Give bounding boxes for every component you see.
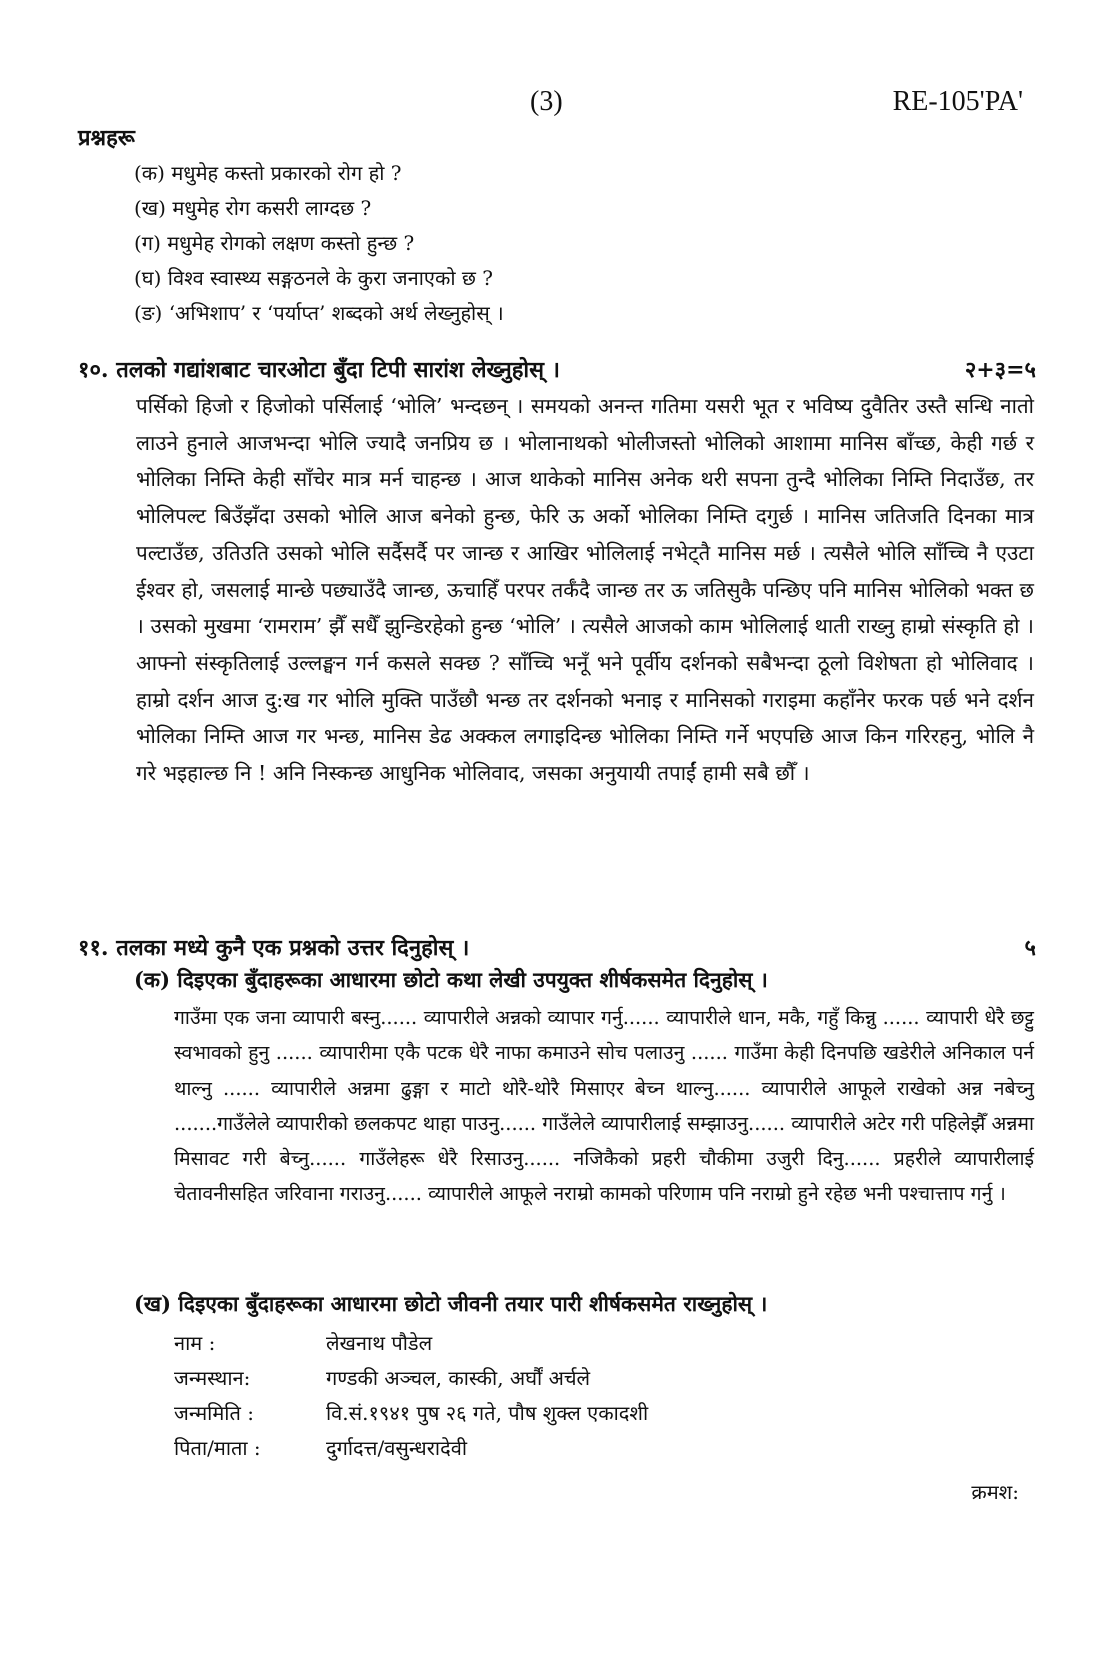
question-item: (ग) मधुमेह रोगको लक्षण कस्तो हुन्छ ? [134, 231, 415, 255]
bio-value: गण्डकी अञ्चल, कास्की, अर्घौं अर्चले [326, 1366, 591, 1390]
biography-details [174, 1326, 874, 1466]
bio-value: लेखनाथ पौडेल [326, 1331, 433, 1355]
continued-note: क्रमश: [971, 1480, 1019, 1504]
bio-row [174, 1431, 874, 1466]
bio-row [174, 1361, 874, 1396]
page-number: (3) [530, 86, 563, 117]
question-item: (ङ) ‘अभिशाप’ र ‘पर्याप्त’ शब्दको अर्थ लेख्नुहोस् । [134, 301, 504, 325]
section-11-title [78, 932, 1038, 962]
question-item: (घ) विश्व स्वास्थ्य सङ्गठनले के कुरा जनाएको छ ? [134, 266, 493, 290]
option-ka-points: गाउँमा एक जना व्यापारी बस्नु...... व्यापारीले अन्नको व्यापार गर्नु...... व्यापारीले धान, मकै, गहुँ किन्नु ...... व्यापारी धेरै छट्टु स्वभावको हुनु ...... व्यापारीमा एकै पटक धेरै नाफा कमाउने सोच पलाउनु ...... गाउँमा केही दिनपछि खडेरीले अनिकाल पर्न थाल्नु ...... व्यापारीले अन्नमा ढुङ्गा र माटो थोरै-थोरै मिसाएर बेच्न थाल्नु...... व्यापारीले आफूले राखेको अन्न नबेच्नु .......गाउँलेले व्यापारीको छलकपट थाहा पाउनु...... गाउँलेले व्यापारीलाई सम्झाउनु...... व्यापारीले अटेर गरी पहिलेझैँ अन्नमा मिसावट गरी बेच्नु...... गाउँलेहरू धेरै रिसाउनु...... नजिकैको प्रहरी चौकीमा उजुरी दिनु...... प्रहरीले व्यापारीलाई चेतावनीसहित जरिवाना गराउनु...... व्यापारीले आफूले नराम्रो कामको परिणाम पनि नराम्रो हुने रहेछ भनी पश्चात्ताप गर्नु । [174, 1006, 1034, 1206]
section-11-marks: ५ [1024, 935, 1036, 961]
option-ka-title: (क) दिइएका बुँदाहरूका आधारमा छोटो कथा लेखी उपयुक्त शीर्षकसमेत दिनुहोस् । [134, 967, 768, 992]
bio-label: पिता/माता : [174, 1436, 261, 1460]
questions-heading: प्रश्नहरू [78, 125, 135, 151]
question-item: (क) मधुमेह कस्तो प्रकारको रोग हो ? [134, 161, 402, 185]
bio-value: वि.सं.१९४१ पुष २६ गते, पौष शुक्ल एकादशी [326, 1401, 649, 1425]
section-10-title [78, 354, 1038, 384]
bio-row [174, 1326, 874, 1361]
bio-value: दुर्गादत्त/वसुन्धरादेवी [326, 1436, 467, 1460]
question-item: (ख) मधुमेह रोग कसरी लाग्दछ ? [134, 196, 372, 220]
option-kha-title: (ख) दिइएका बुँदाहरूका आधारमा छोटो जीवनी तयार पारी शीर्षकसमेत राख्नुहोस् । [134, 1291, 768, 1316]
bio-label: जन्ममिति : [174, 1401, 254, 1425]
bio-row [174, 1396, 874, 1431]
section-10-marks: २+३=५ [964, 357, 1036, 383]
exam-code: RE-105'PA' [892, 86, 1023, 117]
section-10-passage: पर्सिको हिजो र हिजोको पर्सिलाई ‘भोलि’ भन्दछन् । समयको अनन्त गतिमा यसरी भूत र भविष्य दुवैतिर उस्तै सन्धि नातो लाउने हुनाले आजभन्दा भोलि ज्यादै जनप्रिय छ । भोलानाथको भोलीजस्तो भोलिको आशामा मानिस बाँच्छ, केही गर्छ र भोलिका निम्ति केही साँचेर मात्र मर्न चाहन्छ । आज थाकेको मानिस अनेक थरी सपना तुन्दै भोलिका निम्ति निदाउँछ, तर भोलिपल्ट बिउँझँदा उसको भोलि आज बनेको हुन्छ, फेरि ऊ अर्को भोलिका निम्ति दगुर्छ । मानिस जतिजति दिनका मात्र पल्टाउँछ, उतिउति उसको भोलि सर्दैसर्दै पर जान्छ र आखिर भोलिलाई नभेट्तै मानिस मर्छ । त्यसैले भोलि साँच्चि नै एउटा ईश्वर हो, जसलाई मान्छे पछ्याउँदै जान्छ, ऊचाहिँ परपर तर्कँदै जान्छ तर ऊ जतिसुकै पन्छिए पनि मानिस भोलिको भक्त छ । उसको मुखमा ‘रामराम’ झैँ सधैँ झुन्डिरहेको हुन्छ ‘भोलि’ । त्यसैले आजको काम भोलिलाई थाती राख्नु हाम्रो संस्कृति हो । आफ्नो संस्कृतिलाई उल्लङ्घन गर्न कसले सक्छ ? साँच्चि भनूँ भने पूर्वीय दर्शनको सबैभन्दा ठूलो विशेषता हो भोलिवाद । हाम्रो दर्शन आज दु:ख गर भोलि मुक्ति पाउँछौ भन्छ तर दर्शनको भनाइ र मानिसको गराइमा कहाँनेर फरक पर्छ भने दर्शन भोलिका निम्ति आज गर भन्छ, मानिस डेढ अक्कल लगाइदिन्छ भोलिका निम्ति गर्ने भएपछि आज किन गरिरहनु, भोलि नै गरे भइहाल्छ नि ! अनि निस्कन्छ आधुनिक भोलिवाद, जसका अनुयायी तपाईं हामी सबै छौँ । [136, 394, 1034, 786]
question-list [134, 156, 1034, 331]
section-11-heading: ११. तलका मध्ये कुनै एक प्रश्नको उत्तर दिनुहोस् । [78, 935, 470, 961]
bio-label: जन्मस्थान: [174, 1366, 251, 1390]
section-10-heading: १०. तलको गद्यांशबाट चारओटा बुँदा टिपी सारांश लेख्नुहोस् । [78, 357, 560, 383]
page-header [0, 86, 1103, 126]
bio-label: नाम : [174, 1331, 216, 1355]
